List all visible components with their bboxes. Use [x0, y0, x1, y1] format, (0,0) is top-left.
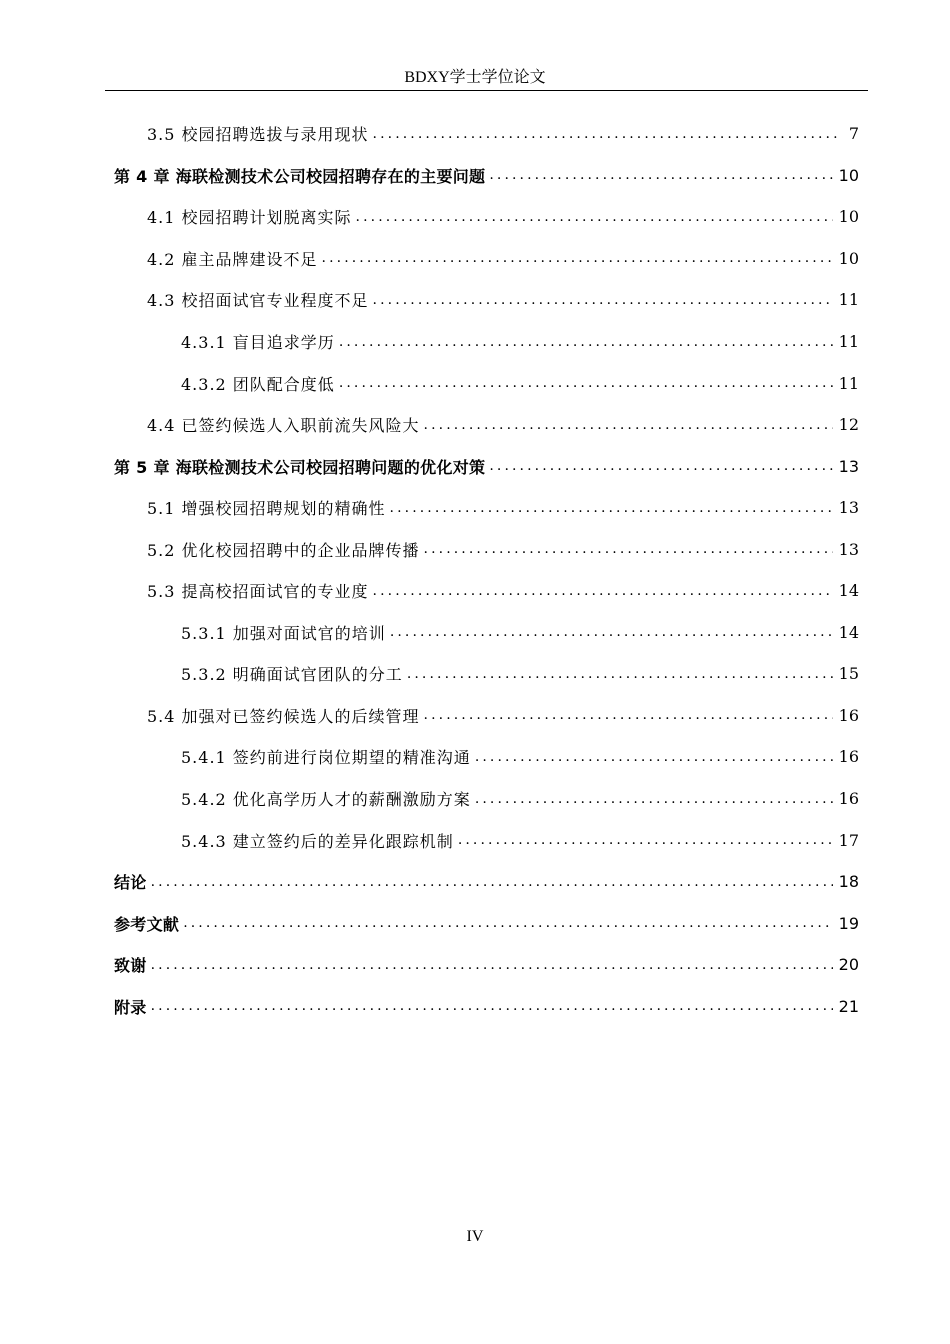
toc-entry-page: 10: [838, 248, 859, 268]
toc-entry[interactable]: [0, 528, 950, 570]
toc-entry-page: 13: [838, 539, 859, 559]
toc-dot-leader: [373, 583, 833, 599]
toc-dot-leader: [475, 791, 833, 807]
toc-dot-leader: [424, 707, 833, 723]
toc-dot-leader: [407, 666, 833, 682]
toc-entry-title: 附录: [114, 997, 147, 1017]
toc-entry-page: 14: [838, 622, 859, 642]
toc-entry-title: 4.3.1 盲目追求学历: [181, 333, 335, 352]
toc-dot-leader: [390, 500, 833, 516]
header-divider: [105, 90, 868, 91]
toc-entry-page: 19: [838, 913, 859, 933]
toc-entry-title: 5.3.1 加强对面试官的培训: [181, 623, 386, 643]
toc-entry-page: 11: [838, 290, 859, 310]
toc-entry-title: 5.4 加强对已签约候选人的后续管理: [147, 706, 420, 726]
toc-entry-title: 5.4.2 优化高学历人才的薪酬激励方案: [181, 790, 471, 810]
toc-entry-title: 4.3.2 团队配合度低: [181, 374, 335, 394]
toc-dot-leader: [390, 624, 833, 640]
toc-entry-title: 3.5 校园招聘选拔与录用现状: [147, 125, 369, 145]
toc-dot-leader: [151, 998, 833, 1014]
toc-entry[interactable]: [0, 196, 950, 238]
toc-entry-page: 12: [838, 415, 859, 435]
toc-entry-title: 参考文献: [114, 914, 180, 934]
toc-dot-leader: [424, 417, 833, 433]
toc-entry-title: 致谢: [114, 956, 147, 976]
toc-entry-page: 18: [838, 872, 859, 892]
toc-entry-title: 4.4 已签约候选人入职前流失风险大: [147, 416, 420, 436]
toc-dot-leader: [458, 832, 833, 848]
toc-entry-title: 5.3.2 明确面试官团队的分工: [181, 665, 403, 685]
toc-entry-title: 5.3 提高校招面试官的专业度: [147, 582, 369, 602]
toc-entry-title: 4.1 校园招聘计划脱离实际: [147, 208, 352, 228]
toc-entry-title: 5.1 增强校园招聘规划的精确性: [147, 499, 386, 519]
toc-entry-page: 14: [838, 581, 859, 601]
toc-entry[interactable]: [0, 321, 950, 363]
toc-entry-title: 5.4.1 签约前进行岗位期望的精准沟通: [181, 748, 471, 768]
toc-entry[interactable]: [0, 279, 950, 321]
toc-entry-title: 5.2 优化校园招聘中的企业品牌传播: [147, 540, 420, 560]
toc-entry-page: 10: [838, 165, 859, 185]
toc-dot-leader: [373, 292, 833, 308]
toc-dot-leader: [373, 126, 841, 142]
toc-entry-title: 第 4 章 海联检测技术公司校园招聘存在的主要问题: [114, 166, 486, 186]
toc-entry-page: 13: [838, 498, 859, 518]
toc-dot-leader: [339, 375, 833, 391]
toc-entry[interactable]: [0, 653, 950, 695]
toc-entry-page: 16: [838, 705, 859, 725]
toc-dot-leader: [356, 209, 833, 225]
running-header-title: BDXY学士学位论文: [404, 69, 546, 86]
toc-entry-title: 第 5 章 海联检测技术公司校园招聘问题的优化对策: [114, 457, 486, 477]
toc-entry-page: 7: [848, 124, 859, 144]
toc-entry-title: 4.2 雇主品牌建设不足: [147, 249, 318, 269]
toc-dot-leader: [489, 458, 832, 474]
toc-entry-page: 16: [838, 747, 859, 767]
toc-entry[interactable]: [0, 238, 950, 280]
footer-page-number: IV: [466, 1228, 484, 1245]
toc-entry-page: 17: [838, 830, 859, 850]
toc-entry[interactable]: [0, 570, 950, 612]
toc-entry[interactable]: [0, 487, 950, 529]
toc-entry-page: 11: [838, 373, 859, 393]
toc-entry[interactable]: [0, 778, 950, 820]
toc-entry-page: 21: [838, 996, 859, 1016]
toc-dot-leader: [183, 915, 832, 931]
toc-dot-leader: [489, 167, 832, 183]
toc-entry-page: 20: [838, 955, 859, 975]
toc-entry[interactable]: [0, 736, 950, 778]
toc-entry[interactable]: [0, 362, 950, 404]
toc-entry-page: 11: [838, 332, 859, 351]
toc-entry[interactable]: [0, 985, 950, 1027]
toc-entry-page: 10: [838, 207, 859, 227]
toc-entry-page: 13: [838, 456, 859, 476]
toc-dot-leader: [339, 334, 833, 350]
toc-entry-title: 5.4.3 建立签约后的差异化跟踪机制: [181, 831, 454, 851]
toc-dot-leader: [322, 250, 833, 266]
toc-dot-leader: [424, 541, 833, 557]
toc-entry[interactable]: [0, 695, 950, 737]
toc-entry[interactable]: [0, 113, 950, 155]
toc-entry-page: 16: [838, 789, 859, 809]
toc-entry-page: 15: [838, 664, 859, 684]
toc-entry-title: 4.3 校招面试官专业程度不足: [147, 291, 369, 311]
toc-entry[interactable]: [0, 902, 950, 944]
toc-entry[interactable]: [0, 404, 950, 446]
toc-entry[interactable]: [0, 155, 950, 197]
toc-dot-leader: [151, 874, 833, 890]
toc-entry[interactable]: [0, 819, 950, 861]
toc-entry[interactable]: [0, 944, 950, 986]
toc-entry-title: 结论: [114, 873, 147, 893]
toc-dot-leader: [151, 957, 833, 973]
toc-entry[interactable]: [0, 612, 950, 654]
toc-entry[interactable]: [0, 861, 950, 903]
table-of-contents: [0, 113, 950, 1027]
toc-dot-leader: [475, 749, 833, 765]
toc-entry[interactable]: [0, 445, 950, 487]
